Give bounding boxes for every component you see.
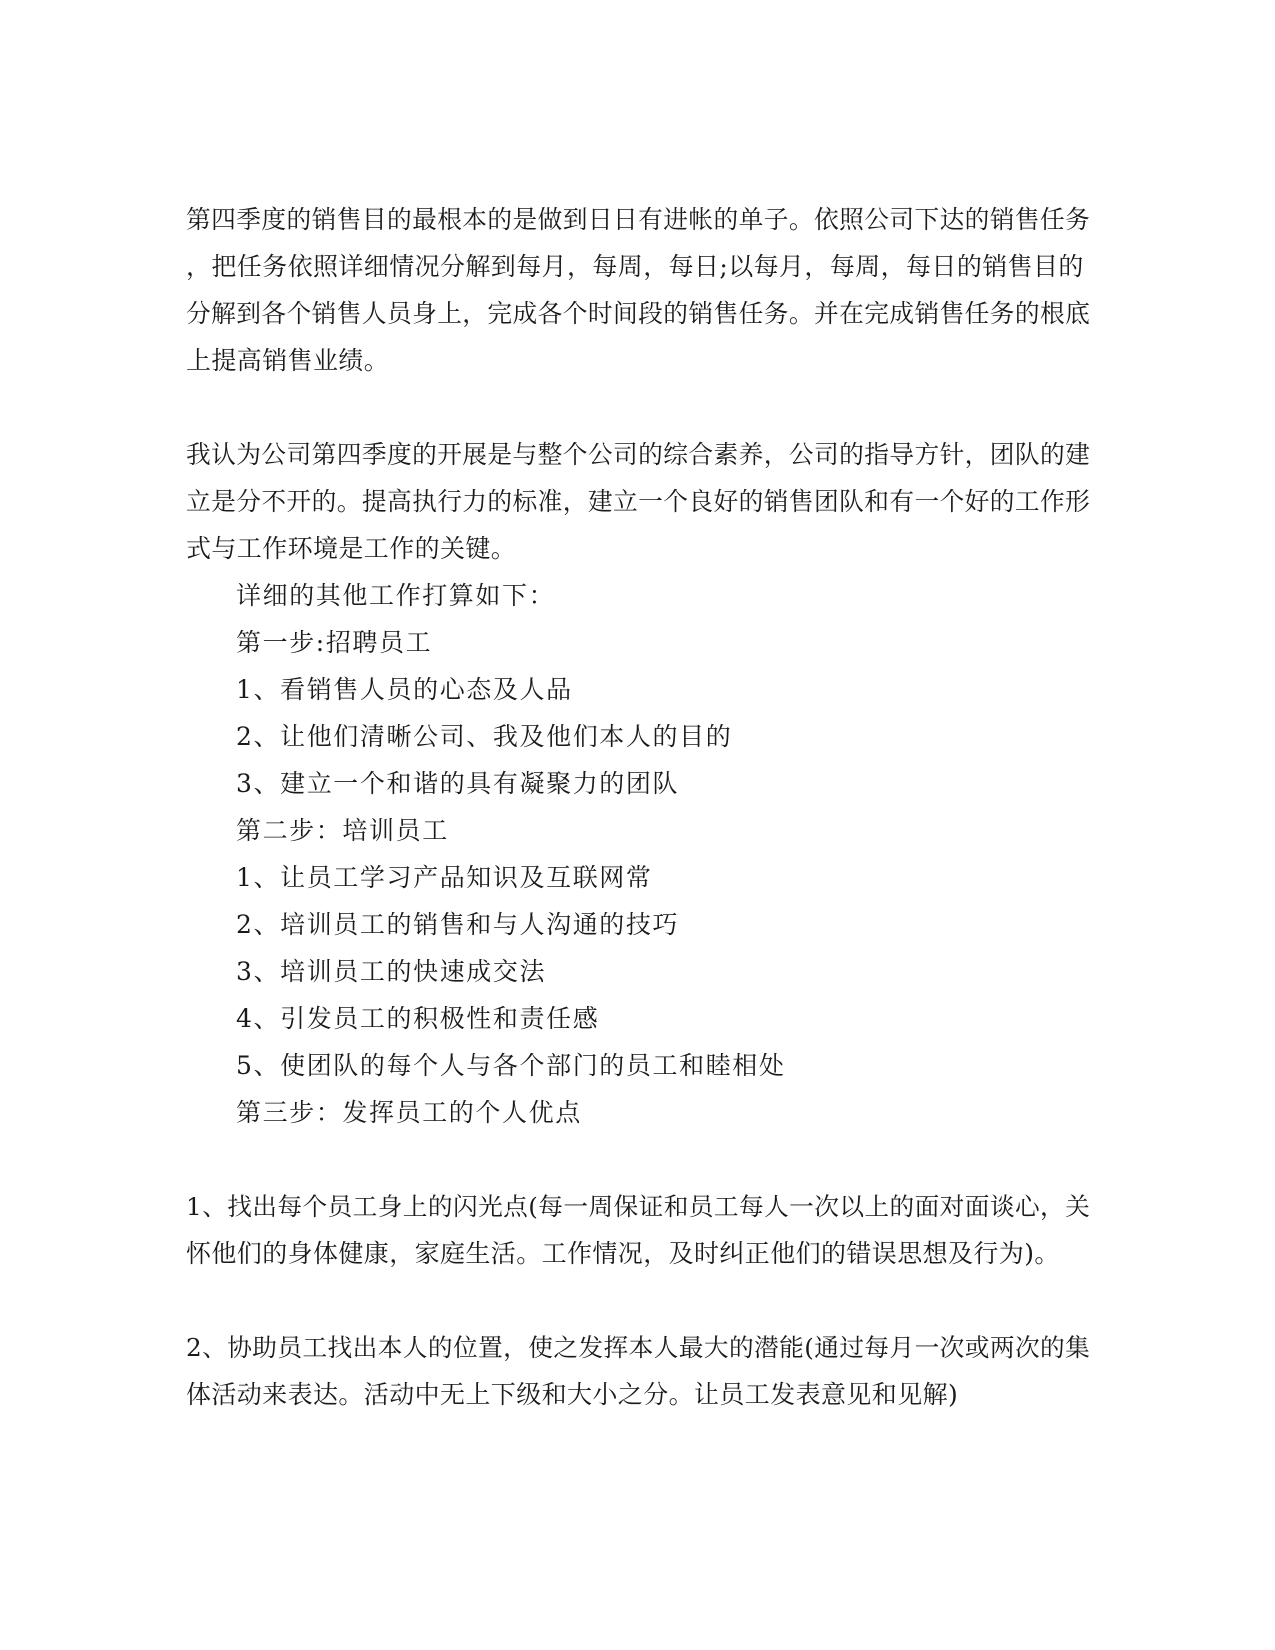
step-2-item-1: 1、让员工学习产品知识及互联网常 <box>236 863 653 892</box>
step-2-item-5: 5、使团队的每个人与各个部门的员工和睦相处 <box>236 1051 786 1080</box>
paragraph-2-line-2: 立是分不开的。提高执行力的标准，建立一个良好的销售团队和有一个好的工作形 <box>186 487 1091 516</box>
step-1-item-2: 2、让他们清晰公司、我及他们本人的目的 <box>236 722 733 751</box>
paragraph-3-line-2: 怀他们的身体健康，家庭生活。工作情况，及时纠正他们的错误思想及行为)。 <box>186 1239 1060 1268</box>
paragraph-1-line-4: 上提高销售业绩。 <box>186 346 390 375</box>
step-3-title: 第三步：发挥员工的个人优点 <box>236 1098 582 1127</box>
plan-intro: 详细的其他工作打算如下： <box>236 581 556 610</box>
paragraph-4-line-1: 2、协助员工找出本人的位置，使之发挥本人最大的潜能(通过每月一次或两次的集 <box>186 1333 1091 1362</box>
paragraph-4-line-2: 体活动来表达。活动中无上下级和大小之分。让员工发表意见和见解) <box>186 1380 959 1409</box>
paragraph-1-line-1: 第四季度的销售目的最根本的是做到日日有进帐的单子。依照公司下达的销售任务 <box>186 205 1091 234</box>
step-2-item-3: 3、培训员工的快速成交法 <box>236 957 547 986</box>
paragraph-2-line-3: 式与工作环境是工作的关键。 <box>186 534 517 563</box>
step-2-item-4: 4、引发员工的积极性和责任感 <box>236 1004 600 1033</box>
step-1-title: 第一步:招聘员工 <box>236 628 433 657</box>
paragraph-1-line-3: 分解到各个销售人员身上，完成各个时间段的销售任务。并在完成销售任务的根底 <box>186 299 1091 328</box>
paragraph-2-line-1: 我认为公司第四季度的开展是与整个公司的综合素养，公司的指导方针，团队的建 <box>186 440 1091 469</box>
step-1-item-3: 3、建立一个和谐的具有凝聚力的团队 <box>236 769 680 798</box>
paragraph-1-line-2: ，把任务依照详细情况分解到每月，每周，每日;以每月，每周，每日的销售目的 <box>186 252 1084 281</box>
paragraph-3-line-1: 1、找出每个员工身上的闪光点(每一周保证和员工每人一次以上的面对面谈心，关 <box>186 1192 1091 1221</box>
step-2-item-2: 2、培训员工的销售和与人沟通的技巧 <box>236 910 680 939</box>
step-1-item-1: 1、看销售人员的心态及人品 <box>236 675 573 704</box>
step-2-title: 第二步：培训员工 <box>236 816 449 845</box>
